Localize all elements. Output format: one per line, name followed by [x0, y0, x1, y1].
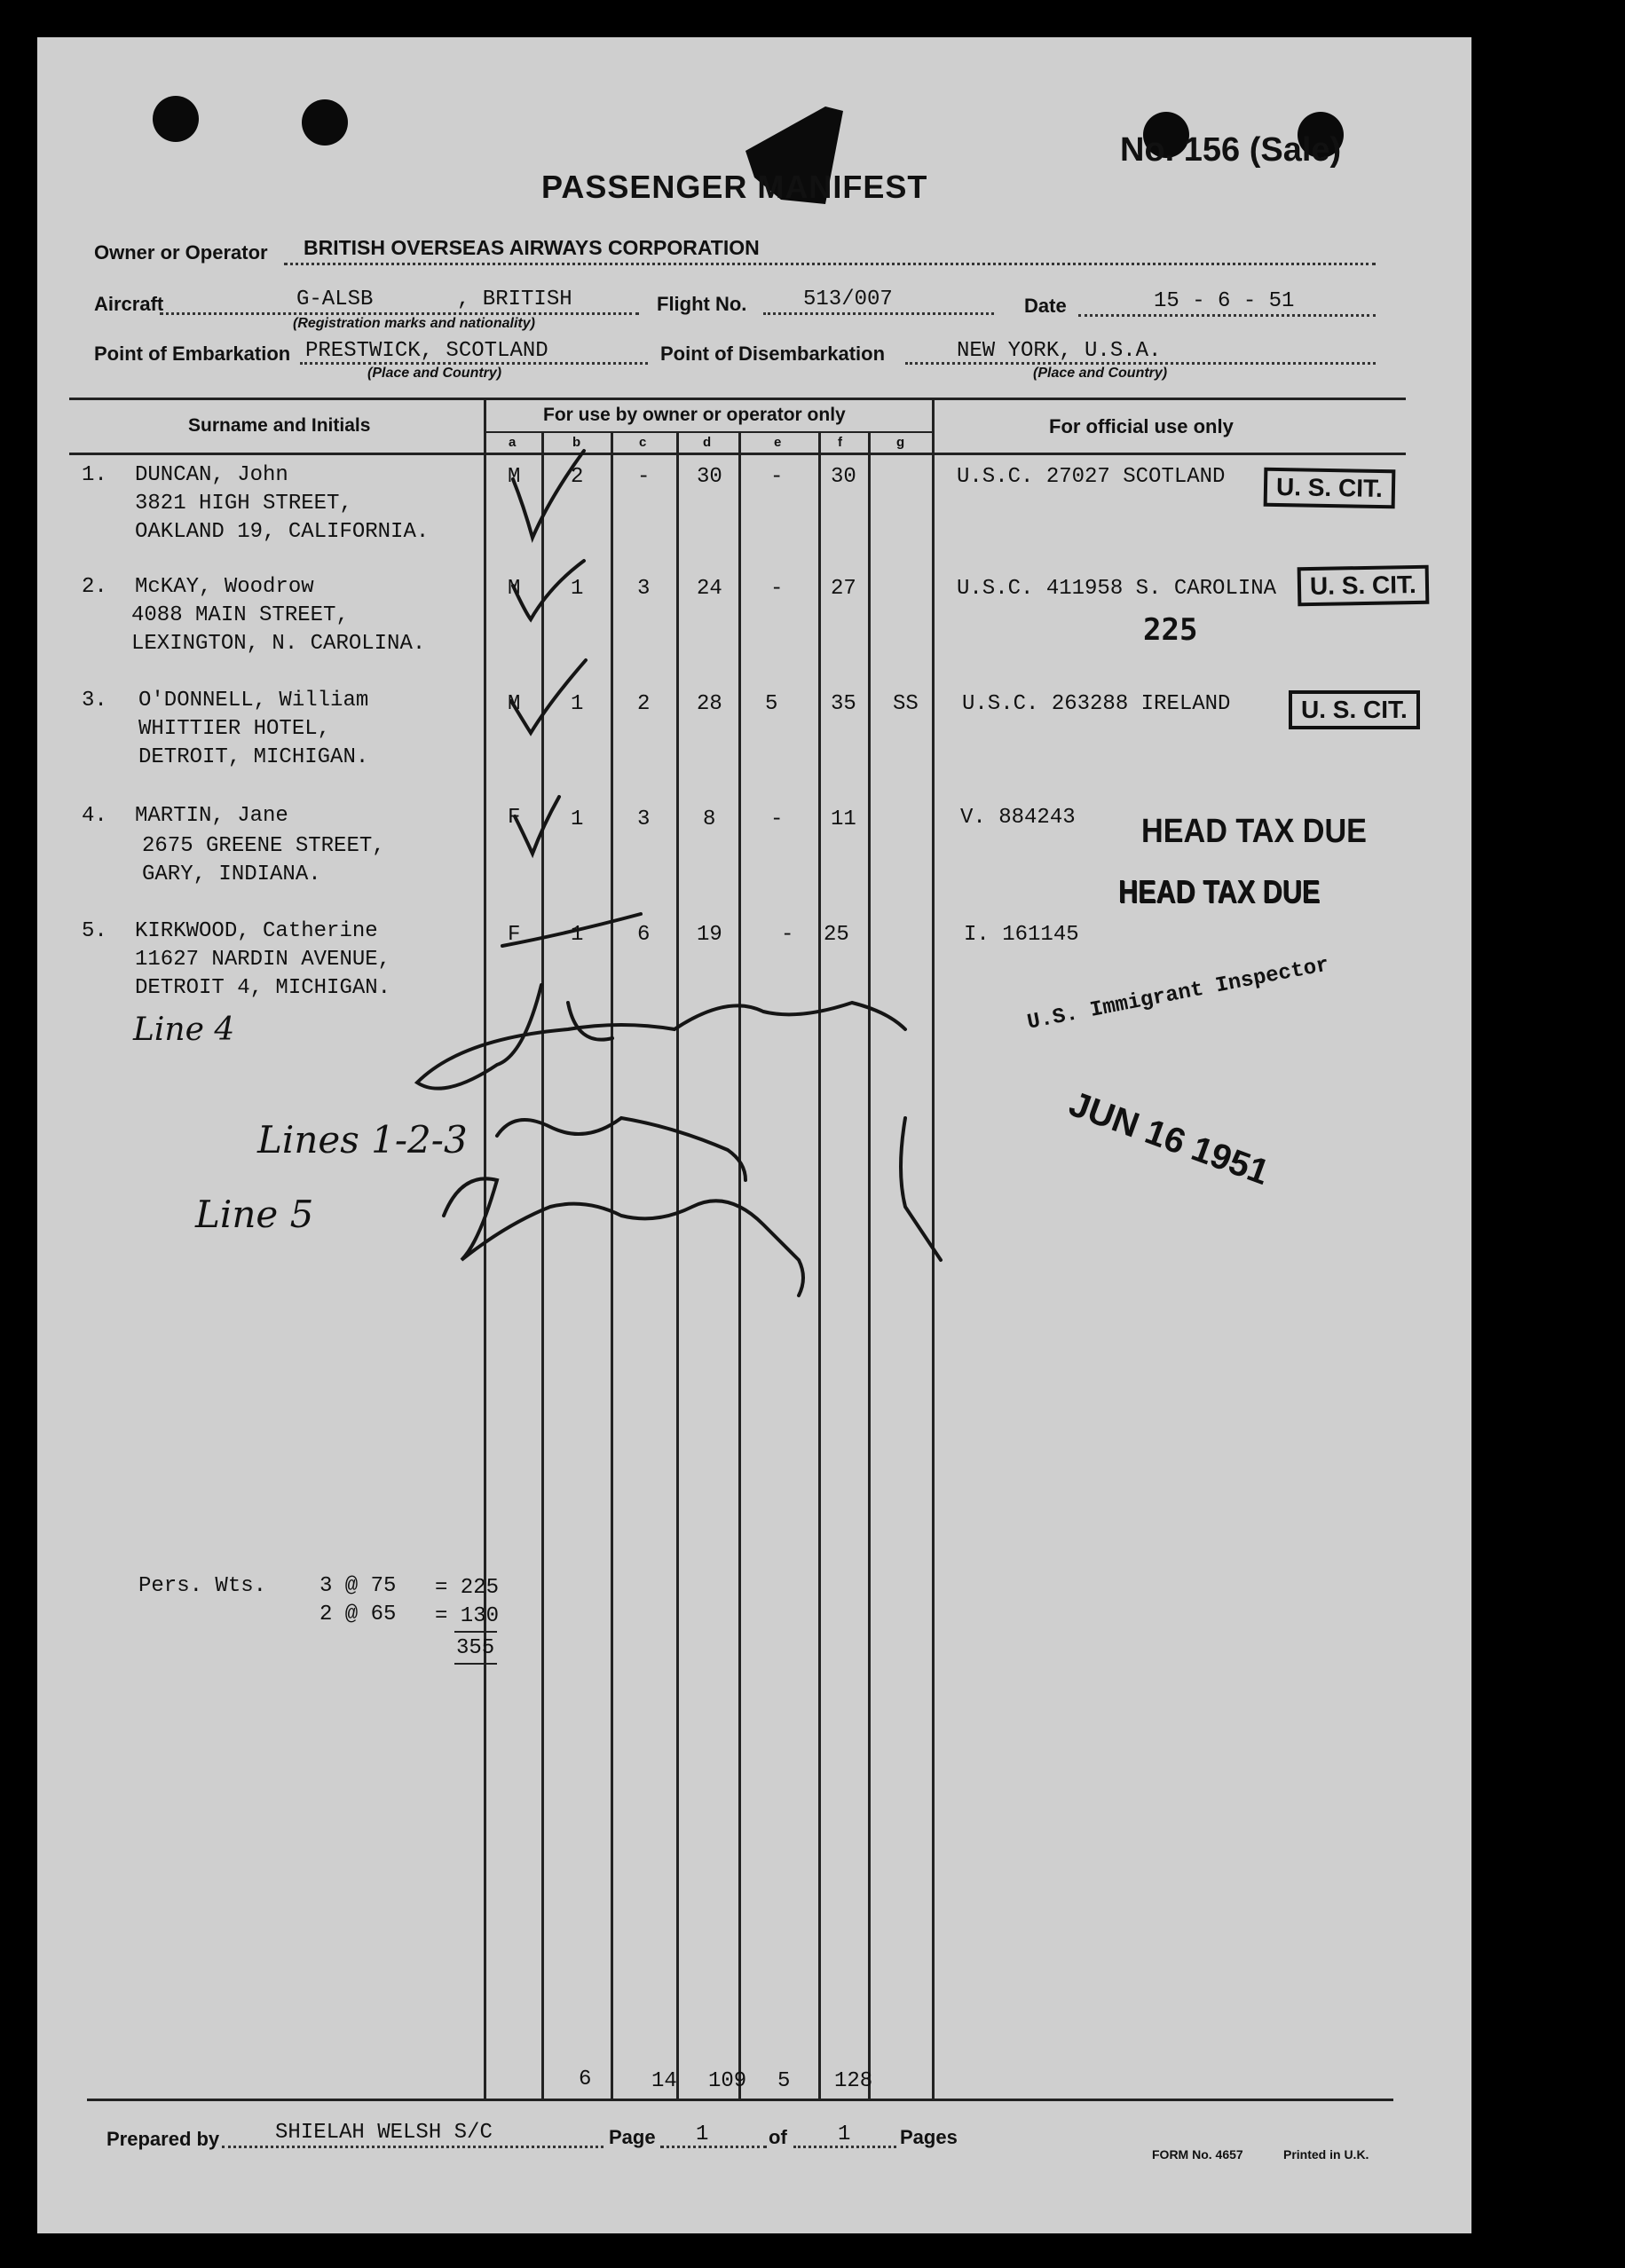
- aircraft-nationality: , BRITISH: [457, 287, 572, 311]
- cell-a: F: [508, 923, 521, 947]
- cell-d: 30: [697, 465, 722, 489]
- aircraft-registration: G-ALSB: [296, 287, 374, 311]
- official-entry: U.S.C. 263288 IRELAND: [962, 692, 1231, 716]
- cell-b: 1: [571, 807, 584, 831]
- of-label: of: [769, 2126, 787, 2148]
- cell-c: 6: [637, 923, 651, 947]
- subcol-a: a: [509, 435, 517, 450]
- subcol-g: g: [896, 435, 905, 450]
- form-number: FORM No. 4657: [1152, 2147, 1243, 2162]
- weights-total-rule: [454, 1663, 497, 1665]
- official-entry: V. 884243: [960, 806, 1076, 830]
- passenger-address-1: 2675 GREENE STREET,: [142, 834, 385, 858]
- weights-eq-1: = 225: [435, 1576, 500, 1600]
- passenger-address-2: DETROIT 4, MICHIGAN.: [135, 976, 391, 1000]
- weights-row-1: 3 @ 75: [319, 1574, 397, 1598]
- weights-sum-rule: [454, 1631, 497, 1633]
- cell-a: F: [508, 806, 521, 830]
- subcol-c: c: [639, 435, 647, 450]
- cell-a: M: [508, 692, 521, 716]
- total-b: 6: [579, 2067, 592, 2091]
- subcol-e: e: [774, 435, 782, 450]
- cell-d: 19: [697, 923, 722, 947]
- passenger-name: KIRKWOOD, Catherine: [135, 919, 378, 943]
- passenger-address-2: OAKLAND 19, CALIFORNIA.: [135, 520, 430, 544]
- cell-d: 28: [697, 692, 722, 716]
- owner-value: BRITISH OVERSEAS AIRWAYS CORPORATION: [304, 236, 760, 259]
- date-label: Date: [1024, 295, 1067, 317]
- embarkation-value: PRESTWICK, SCOTLAND: [305, 339, 548, 363]
- us-cit-stamp: U. S. CIT.: [1264, 468, 1396, 509]
- passenger-address-2: GARY, INDIANA.: [142, 862, 321, 886]
- document-number: No. 156 (Sale): [1120, 131, 1342, 169]
- row-number: 2.: [82, 575, 107, 599]
- passenger-address-1: WHITTIER HOTEL,: [138, 717, 331, 741]
- cell-f: 27: [831, 577, 856, 601]
- subcol-b: b: [572, 435, 581, 450]
- cell-e: -: [781, 923, 794, 947]
- weights-row-2: 2 @ 65: [319, 1603, 397, 1626]
- cell-a: M: [508, 465, 521, 489]
- passenger-address-2: DETROIT, MICHIGAN.: [138, 745, 369, 769]
- flight-number: 513/007: [803, 287, 893, 311]
- cell-b: 1: [571, 692, 584, 716]
- header-surname: Surname and Initials: [188, 415, 371, 436]
- embarkation-label: Point of Embarkation: [94, 343, 291, 365]
- cell-f: 30: [831, 465, 856, 489]
- cell-f: 25: [824, 923, 849, 947]
- row-number: 3.: [82, 689, 107, 713]
- printed-in: Printed in U.K.: [1283, 2147, 1369, 2162]
- cell-b: 1: [571, 923, 584, 947]
- subcol-d: d: [703, 435, 712, 450]
- flight-label: Flight No.: [657, 293, 747, 315]
- prepared-underline: [222, 2146, 603, 2148]
- official-entry: U.S.C. 411958 S. CAROLINA: [957, 577, 1277, 601]
- total-c: 14: [651, 2069, 677, 2093]
- page-label: Page: [609, 2126, 656, 2148]
- page-title: PASSENGER MANIFEST: [541, 169, 928, 205]
- cell-d: 8: [703, 807, 716, 831]
- official-entry: I. 161145: [964, 923, 1079, 947]
- weights-total: 355: [456, 1636, 495, 1660]
- total-f: 128: [834, 2069, 873, 2093]
- prepared-by-value: SHIELAH WELSH S/C: [275, 2121, 493, 2145]
- cell-b: 2: [571, 465, 584, 489]
- cell-e: -: [770, 465, 784, 489]
- row-number: 5.: [82, 919, 107, 943]
- subcol-f: f: [838, 435, 842, 450]
- passenger-name: O'DONNELL, William: [138, 689, 369, 713]
- immigrant-inspector-stamp: U.S. Immigrant Inspector: [1025, 953, 1331, 1036]
- row-number: 4.: [82, 804, 107, 828]
- weights-label: Pers. Wts.: [138, 1574, 267, 1598]
- cell-c: -: [637, 465, 651, 489]
- cell-c: 2: [637, 692, 651, 716]
- passenger-address-1: 3821 HIGH STREET,: [135, 492, 352, 516]
- embarkation-sub-label: (Place and Country): [367, 366, 502, 381]
- head-tax-stamp-1: HEAD TAX DUE: [1141, 813, 1367, 850]
- weights-eq-2: = 130: [435, 1604, 500, 1628]
- cell-a: M: [508, 577, 521, 601]
- us-cit-stamp: U. S. CIT.: [1289, 690, 1420, 729]
- disembarkation-label: Point of Disembarkation: [660, 343, 886, 365]
- owner-label: Owner or Operator: [94, 241, 268, 264]
- cell-f: 11: [831, 807, 856, 831]
- disembarkation-sub-label: (Place and Country): [1033, 366, 1168, 381]
- aircraft-sub-label: (Registration marks and nationality): [293, 316, 535, 331]
- cell-e: -: [770, 577, 784, 601]
- head-tax-stamp-2: HEAD TAX DUE: [1118, 873, 1321, 910]
- date-stamp: JUN 16 1951: [1063, 1084, 1274, 1193]
- handwritten-line-4: Line 4: [133, 1012, 235, 1048]
- disembarkation-value: NEW YORK, U.S.A.: [957, 339, 1162, 363]
- prepared-by-label: Prepared by: [106, 2128, 220, 2150]
- us-cit-stamp: U. S. CIT.: [1298, 565, 1430, 607]
- cell-f: 35: [831, 692, 856, 716]
- cell-c: 3: [637, 807, 651, 831]
- cell-g: SS: [893, 692, 919, 716]
- row-number: 1.: [82, 463, 107, 487]
- passenger-name: DUNCAN, John: [135, 463, 288, 487]
- handwritten-lines-1-2-3: Lines 1-2-3: [257, 1118, 468, 1162]
- total-e: 5: [777, 2069, 791, 2093]
- pages-label: Pages: [900, 2126, 958, 2148]
- page-underline: [660, 2146, 767, 2148]
- total-d: 109: [708, 2069, 747, 2093]
- of-value: 1: [838, 2122, 851, 2146]
- handwritten-line-5: Line 5: [195, 1193, 314, 1236]
- passenger-address-1: 4088 MAIN STREET,: [131, 603, 349, 627]
- of-underline: [793, 2146, 896, 2148]
- official-entry: U.S.C. 27027 SCOTLAND: [957, 465, 1226, 489]
- passenger-address-1: 11627 NARDIN AVENUE,: [135, 948, 391, 972]
- header-owner-use: For use by owner or operator only: [543, 405, 846, 425]
- cell-e: 5: [765, 692, 778, 716]
- passenger-name: MARTIN, Jane: [135, 804, 288, 828]
- handwritten-225: 225: [1143, 612, 1198, 648]
- cell-e: -: [770, 807, 784, 831]
- cell-d: 24: [697, 577, 722, 601]
- date-value: 15 - 6 - 51: [1154, 289, 1295, 313]
- page-value: 1: [696, 2122, 709, 2146]
- passenger-address-2: LEXINGTON, N. CAROLINA.: [131, 632, 426, 656]
- cell-b: 1: [571, 577, 584, 601]
- cell-c: 3: [637, 577, 651, 601]
- passenger-name: McKAY, Woodrow: [135, 575, 314, 599]
- aircraft-label: Aircraft: [94, 293, 164, 315]
- header-official-use: For official use only: [1049, 415, 1234, 437]
